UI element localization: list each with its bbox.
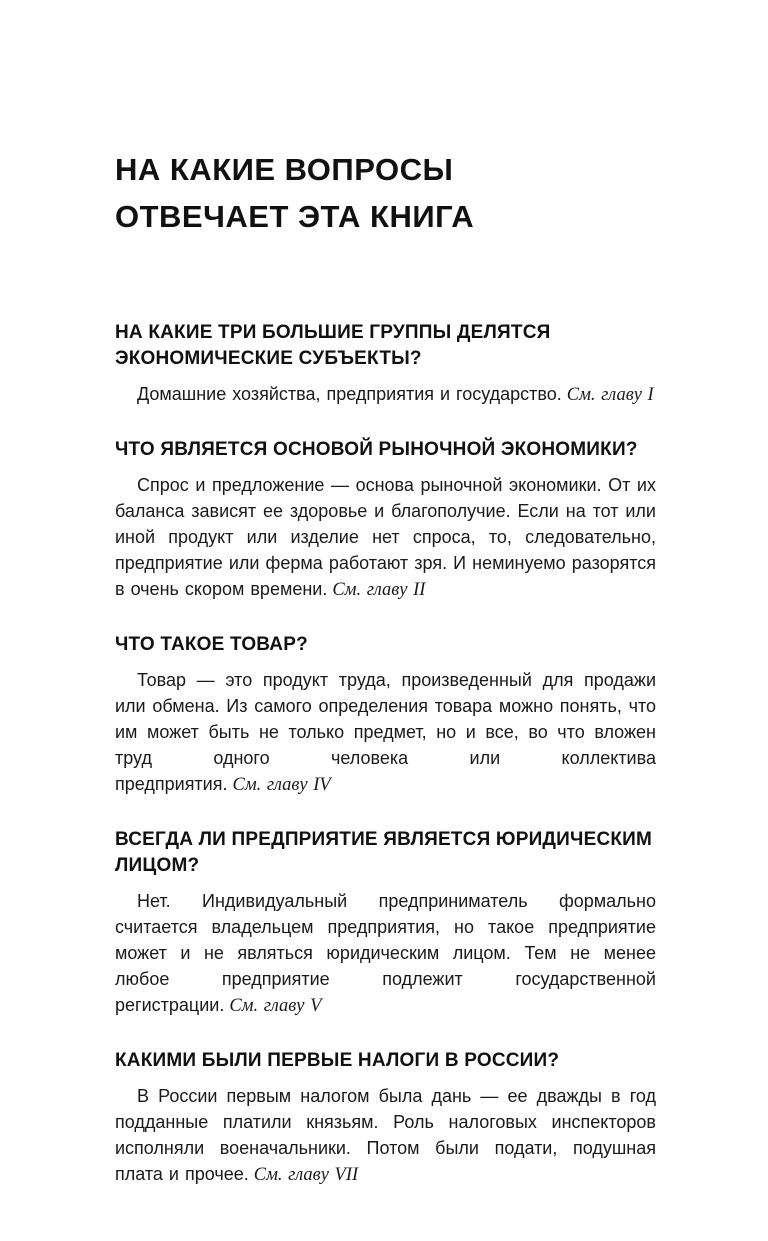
question-heading: НА КАКИЕ ТРИ БОЛЬШИЕ ГРУППЫ ДЕЛЯТСЯ ЭКОНОМИЧЕСКИЕ СУБЪЕКТЫ? <box>115 322 551 369</box>
question-heading: КАКИМИ БЫЛИ ПЕРВЫЕ НАЛОГИ В РОССИИ? <box>115 1050 560 1071</box>
question-heading: ЧТО ЯВЛЯЕТСЯ ОСНОВОЙ РЫНОЧНОЙ ЭКОНОМИКИ? <box>115 439 638 460</box>
chapter-reference: См. главу II <box>332 580 426 600</box>
answer-text: Спрос и предложение — основа рыночной экономики. От их баланса зависят ее здоровье и благополучие. Если на тот или иной продукт или изделие нет спроса, то, следовательно, предприятие или ферма работают зря. И неминуемо разорятся в очень скором времени. <box>115 475 656 599</box>
answer-text: В России первым налогом была дань — ее дважды в год подданные платили князьям. Роль налоговых инспекторов исполняли военачальники. Потом были подати, подушная плата и прочее. <box>115 1086 656 1184</box>
chapter-reference: См. главу I <box>566 385 654 405</box>
answer-paragraph <box>115 1083 656 1188</box>
answer-paragraph <box>115 667 656 798</box>
answer-text: Нет. Индивидуальный предприниматель формально считается владельцем предприятия, но такое предприятие может и не являться юридическим лицом. Тем не менее любое предприятие подлежит государственной регистрации. <box>115 891 656 1015</box>
page-title-line1: НА КАКИЕ ВОПРОСЫ <box>115 152 454 187</box>
qa-section <box>115 320 656 408</box>
qa-section <box>115 1048 656 1188</box>
answer-text: Домашние хозяйства, предприятия и государство. <box>137 384 562 404</box>
answer-paragraph <box>115 472 656 603</box>
question-heading: ВСЕГДА ЛИ ПРЕДПРИЯТИЕ ЯВЛЯЕТСЯ ЮРИДИЧЕСКИМ ЛИЦОМ? <box>115 829 653 876</box>
qa-section <box>115 827 656 1019</box>
answer-paragraph <box>115 888 656 1019</box>
qa-section <box>115 632 656 798</box>
chapter-reference: См. главу VII <box>253 1165 359 1185</box>
page-content <box>115 146 656 1217</box>
page-title-line2: ОТВЕЧАЕТ ЭТА КНИГА <box>115 199 475 234</box>
chapter-reference: См. главу IV <box>232 775 331 795</box>
answer-text: Товар — это продукт труда, произведенный для продажи или обмена. Из самого определения товара можно понять, что им может быть не только предмет, но и все, во что вложен труд одного человека или коллектива предприятия. <box>115 670 656 794</box>
qa-section <box>115 437 656 603</box>
chapter-reference: См. главу V <box>229 996 322 1016</box>
question-heading: ЧТО ТАКОЕ ТОВАР? <box>115 634 308 655</box>
page-title <box>115 146 656 240</box>
answer-paragraph <box>115 381 656 408</box>
